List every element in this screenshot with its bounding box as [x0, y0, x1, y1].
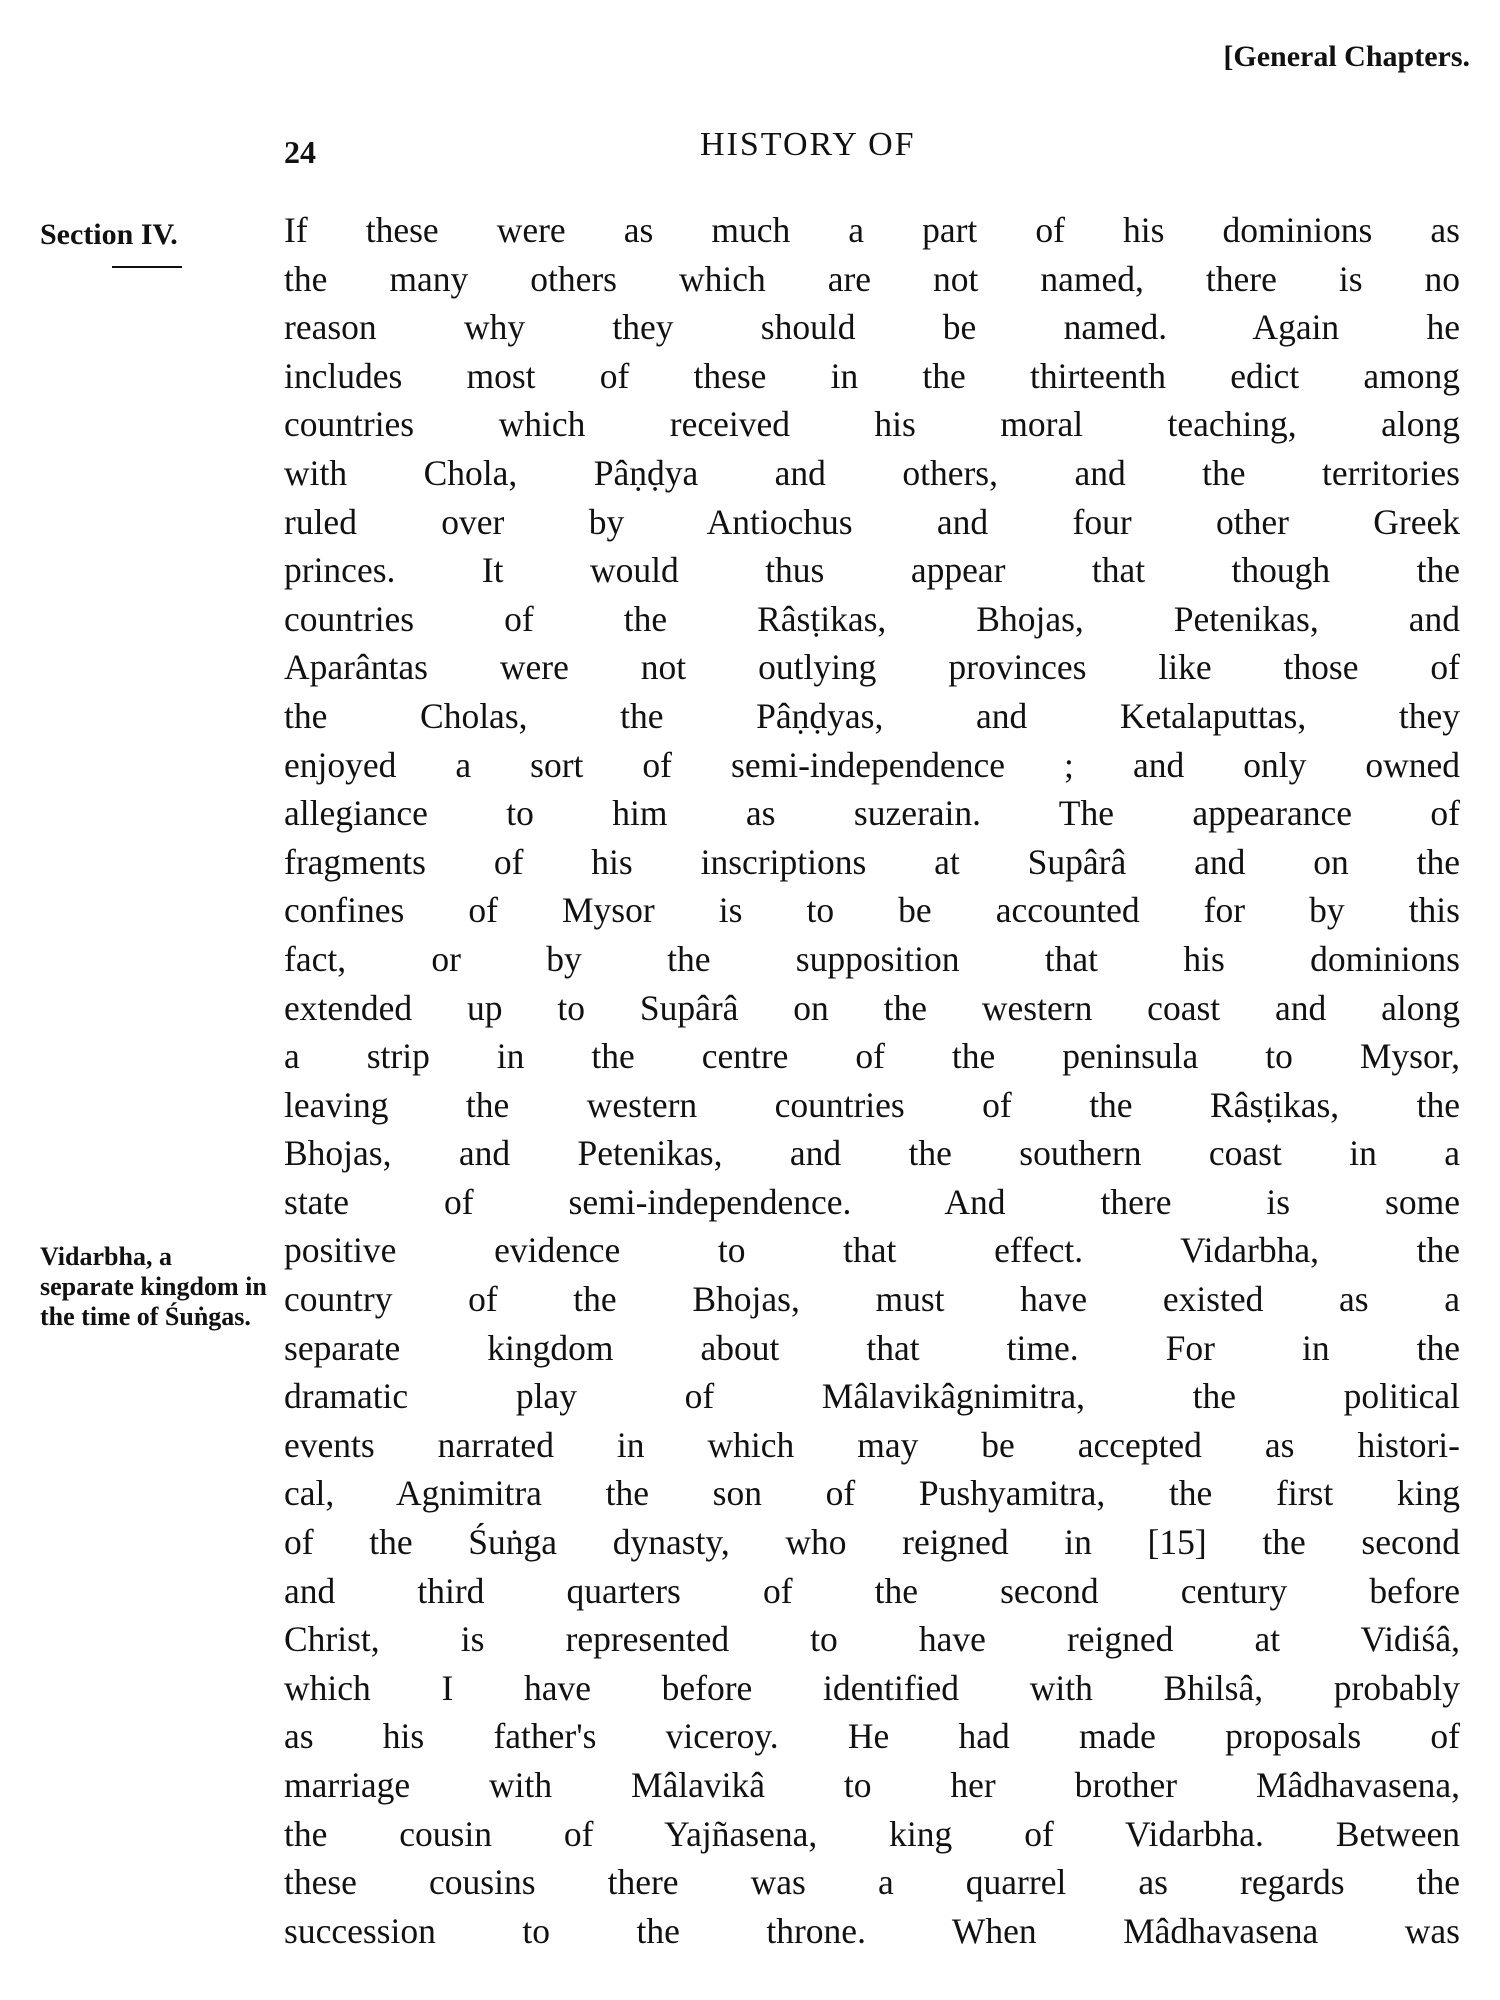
text-line: which I have before identified with Bhilsâ, probably	[284, 1667, 1460, 1708]
text-line: of the Śuṅga dynasty, who reigned in [15] the second	[284, 1522, 1460, 1563]
text-line: succession to the throne. When Mâdhavasena was	[284, 1910, 1460, 1951]
text-line: and third quarters of the second century before	[284, 1570, 1460, 1611]
body-text	[284, 206, 1460, 1955]
text-line: confines of Mysor is to be accounted for by this	[284, 890, 1460, 931]
text-line: fragments of his inscriptions at Supârâ and on the	[284, 841, 1460, 882]
text-line: positive evidence to that effect. Vidarbha, the	[284, 1230, 1460, 1271]
text-line: reason why they should be named. Again he	[284, 307, 1460, 348]
section-rule	[112, 266, 182, 268]
text-line: countries of the Râsṭikas, Bhojas, Petenikas, and	[284, 598, 1460, 639]
text-line: includes most of these in the thirteenth edict among	[284, 355, 1460, 396]
page-number: 24	[284, 134, 316, 170]
text-line: the Cholas, the Pâṇḍyas, and Ketalaputtas, they	[284, 695, 1460, 736]
text-line: country of the Bhojas, must have existed as a	[284, 1279, 1460, 1320]
text-line: ruled over by Antiochus and four other Greek	[284, 501, 1460, 542]
text-line: dramatic play of Mâlavikâgnimitra, the political	[284, 1376, 1460, 1417]
text-line: with Chola, Pâṇḍya and others, and the territories	[284, 452, 1460, 493]
text-line: state of semi-independence. And there is some	[284, 1181, 1460, 1222]
text-line: as his father's viceroy. He had made proposals of	[284, 1716, 1460, 1757]
text-line: these cousins there was a quarrel as regards the	[284, 1862, 1460, 1903]
text-line: Bhojas, and Petenikas, and the southern coast in a	[284, 1133, 1460, 1174]
page-title: HISTORY OF	[700, 126, 916, 163]
section-label: Section IV.	[40, 218, 178, 251]
text-line: Christ, is represented to have reigned at Vidiśâ,	[284, 1619, 1460, 1660]
running-head: [General Chapters.	[1223, 40, 1470, 73]
text-line: countries which received his moral teaching, along	[284, 404, 1460, 445]
text-line: princes. It would thus appear that though the	[284, 550, 1460, 591]
text-line: If these were as much a part of his dominions as	[284, 210, 1460, 250]
text-line: extended up to Supârâ on the western coast and along	[284, 987, 1460, 1028]
text-line: the cousin of Yajñasena, king of Vidarbha. Between	[284, 1813, 1460, 1854]
text-line: separate kingdom about that time. For in the	[284, 1327, 1460, 1368]
text-line: marriage with Mâlavikâ to her brother Mâdhavasena,	[284, 1765, 1460, 1805]
text-line: enjoyed a sort of semi-independence ; and only owned	[284, 744, 1460, 785]
text-line: events narrated in which may be accepted as histori-	[284, 1424, 1460, 1465]
text-line: cal, Agnimitra the son of Pushyamitra, the first king	[284, 1473, 1460, 1514]
text-line: the many others which are not named, there is no	[284, 258, 1460, 299]
text-line: leaving the western countries of the Râsṭikas, the	[284, 1084, 1460, 1125]
text-line: allegiance to him as suzerain. The appearance of	[284, 793, 1460, 834]
text-line: a strip in the centre of the peninsula to Mysor,	[284, 1036, 1460, 1077]
side-note: Vidarbha, a separate kingdom in the time of Śuṅgas.	[40, 1242, 267, 1331]
text-line: fact, or by the supposition that his dominions	[284, 938, 1460, 979]
text-line: Aparântas were not outlying provinces like those of	[284, 647, 1460, 688]
